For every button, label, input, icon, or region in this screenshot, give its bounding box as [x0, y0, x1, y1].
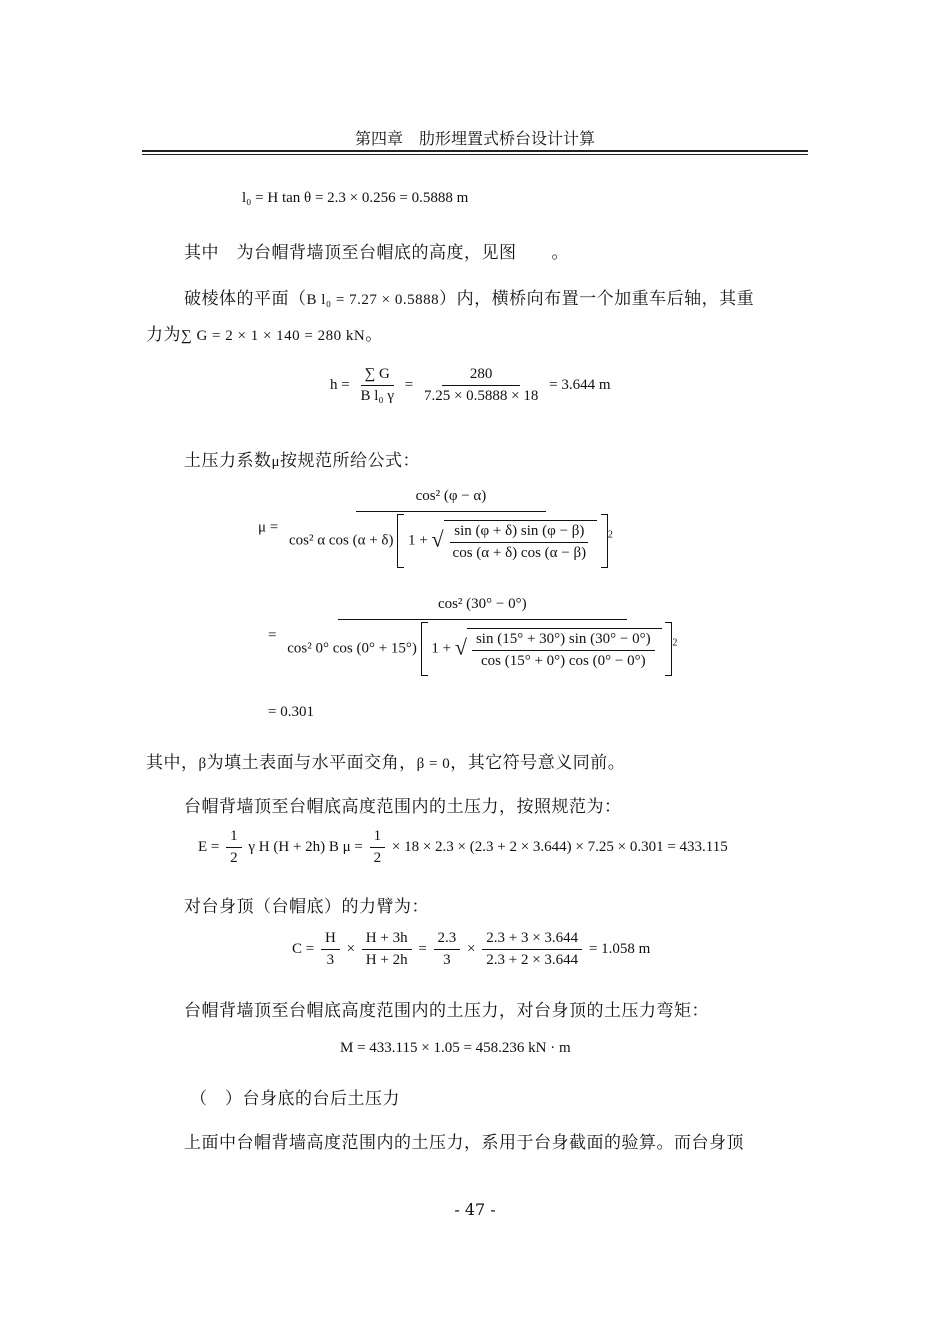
text: 为填土表面与水平面交角， [206, 753, 417, 773]
exponent: 2 [607, 529, 613, 541]
formula-inline: ∑ G = 2 × 1 × 140 = 280 kN [181, 328, 366, 344]
den: H + 2h [365, 952, 408, 968]
den: 3 [443, 952, 451, 968]
den: 2 [230, 850, 238, 866]
paragraph-lizhong [146, 320, 383, 345]
den-a: cos² 0° cos (0° + 15°) [287, 640, 417, 657]
num: cos² (φ − α) [356, 488, 547, 512]
eq: = [404, 376, 414, 393]
num: ∑ G [361, 366, 394, 386]
text: ）内，横桥向布置一个加重车后轴，其重 [439, 289, 755, 309]
result: = 3.644 m [549, 376, 611, 393]
paragraph-moment: 台帽背墙顶至台帽底高度范围内的土压力，对台身顶的土压力弯矩： [184, 1001, 709, 1021]
num: H + 3h [362, 930, 412, 950]
page-number: - 47 - [454, 1200, 496, 1219]
paragraph-qizhong: 其中 为台帽背墙顶至台帽底的高度，见图 。 [184, 243, 569, 263]
text: 土压力系数 [184, 451, 272, 471]
text: ，其它符号意义同前。 [450, 753, 626, 773]
den: B l₀ γ [360, 388, 394, 404]
C-equation [292, 930, 650, 969]
text: 力为 [146, 325, 181, 345]
num: sin (15° + 30°) sin (30° − 0°) [472, 631, 655, 651]
eq: = [418, 940, 427, 957]
den [285, 512, 617, 568]
fraction [356, 366, 398, 405]
section-heading: （ ）台身底的台后土压力 [190, 1089, 400, 1109]
num: 2.3 + 3 × 3.644 [482, 930, 582, 950]
den: 2 [373, 850, 382, 866]
num: sin (φ + δ) sin (φ − β) [450, 523, 588, 543]
lhs: E = [198, 838, 220, 855]
rhs: × 18 × 2.3 × (2.3 + 2 × 3.644) × 7.25 × 0.301 = 433.115 [391, 838, 728, 855]
paragraph-lever-arm: 对台身顶（台帽底）的力臂为： [184, 897, 429, 917]
paragraph-beta [146, 748, 625, 773]
h-equation [330, 366, 611, 405]
fraction [472, 631, 655, 670]
sqrt-icon: √ [431, 526, 444, 552]
num: 1 [226, 828, 242, 848]
fraction [283, 596, 681, 676]
times: × [467, 940, 476, 957]
lhs: C = [292, 940, 315, 957]
one-plus: 1 + [431, 640, 452, 657]
one-plus: 1 + [408, 532, 428, 549]
formula-inline: B l₀ = 7.27 × 0.5888 [306, 292, 440, 308]
fraction [321, 930, 340, 969]
mu-formula-numeric [268, 596, 684, 676]
text: 。 [365, 325, 383, 345]
num: cos² (30° − 0°) [338, 596, 627, 620]
den-a: cos² α cos (α + δ) [289, 532, 394, 549]
den [283, 620, 681, 676]
num: 2.3 [434, 930, 461, 950]
fraction [482, 930, 582, 969]
bracket [665, 622, 672, 676]
fraction [362, 930, 412, 969]
M-equation: M = 433.115 × 1.05 = 458.236 kN · m [340, 1040, 571, 1056]
text: 破棱体的平面（ [184, 289, 307, 309]
eq: = [268, 627, 277, 644]
header-rule [142, 150, 808, 152]
paragraph-mu [184, 446, 420, 471]
sqrt-icon: √ [454, 634, 467, 660]
sqrt-body [444, 520, 598, 562]
lhs: h = [330, 376, 350, 393]
formula-inline: β = 0 [416, 756, 451, 772]
result: = 1.058 m [588, 940, 651, 957]
num: 1 [370, 828, 386, 848]
fraction [285, 488, 617, 568]
paragraph-poleng [184, 284, 754, 309]
mid: γ H (H + 2h) B μ = [248, 838, 363, 855]
chapter-header: 第四章 肋形埋置式桥台设计计算 [354, 129, 595, 148]
fraction [420, 366, 542, 405]
den: cos (15° + 0°) cos (0° − 0°) [480, 653, 646, 669]
lhs: μ = [258, 519, 279, 536]
den: 7.25 × 0.5888 × 18 [423, 388, 539, 404]
bracket [421, 622, 428, 676]
mu-result: = 0.301 [268, 704, 314, 720]
mu-formula-general [258, 488, 620, 568]
exponent: 2 [672, 637, 678, 649]
times: × [346, 940, 356, 957]
den: 3 [326, 952, 335, 968]
text: 其中， [146, 753, 199, 773]
beta-symbol: β [198, 756, 207, 772]
paragraph-last: 上面中台帽背墙高度范围内的土压力，系用于台身截面的验算。而台身顶 [184, 1133, 744, 1153]
sqrt-body [467, 628, 662, 670]
bracket [601, 514, 608, 568]
fraction [370, 828, 386, 867]
num: 280 [442, 366, 521, 386]
num: H [321, 930, 340, 950]
den: cos (α + δ) cos (α − β) [452, 545, 587, 561]
fraction [226, 828, 242, 867]
text: 按规范所给公式： [280, 451, 421, 471]
E-equation [198, 828, 728, 867]
header-rule-thin [142, 154, 808, 155]
den: 2.3 + 2 × 3.644 [486, 952, 579, 968]
bracket [397, 514, 404, 568]
fraction [449, 523, 591, 562]
l0-equation: l₀ = H tan θ = 2.3 × 0.256 = 0.5888 m [242, 190, 469, 206]
mu-symbol: μ [271, 454, 281, 470]
paragraph-soil-pressure: 台帽背墙顶至台帽底高度范围内的土压力，按照规范为： [184, 797, 622, 817]
fraction [434, 930, 461, 969]
